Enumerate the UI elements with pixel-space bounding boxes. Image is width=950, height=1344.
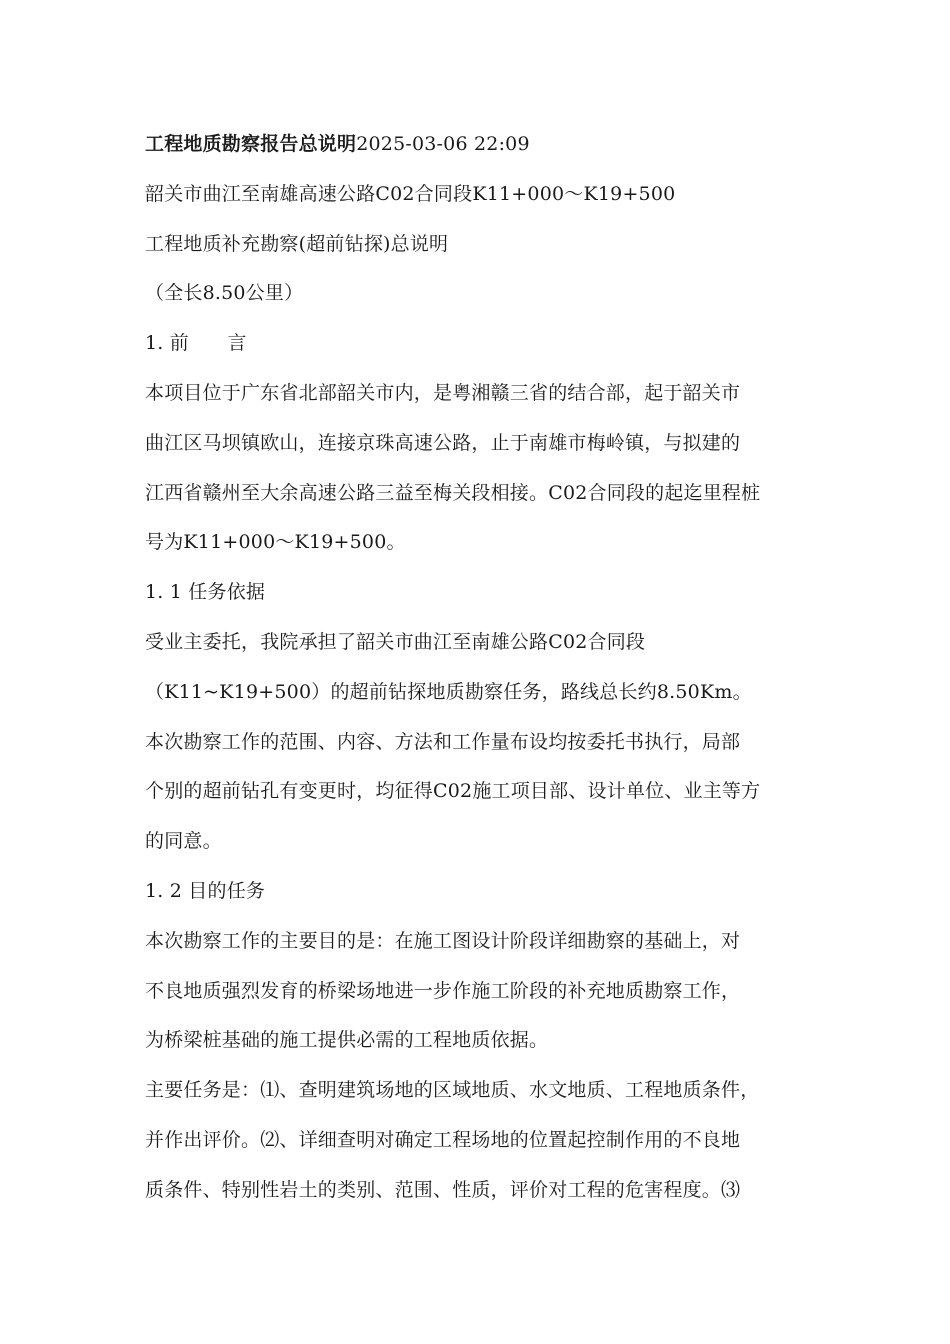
paragraph-line: 曲江区马坝镇欧山，连接京珠高速公路，止于南雄市梅岭镇，与拟建的 [145, 431, 741, 454]
subtitle-line: 工程地质补充勘察(超前钻探)总说明 [145, 232, 449, 255]
paragraph-line: 质条件、特别性岩土的类别、范围、性质，评价对工程的危害程度。⑶ [145, 1178, 741, 1201]
paragraph-line: 本项目位于广东省北部韶关市内，是粤湘赣三省的结合部，起于韶关市 [145, 381, 741, 404]
paragraph-line: 本次勘察工作的范围、内容、方法和工作量布设均按委托书执行，局部 [145, 730, 741, 753]
paragraph-line: 的同意。 [145, 830, 222, 853]
section-heading: 1. 1 任务依据 [145, 581, 266, 604]
paragraph-line: 本次勘察工作的主要目的是：在施工图设计阶段详细勘察的基础上，对 [145, 929, 741, 952]
paragraph-line: 并作出评价。⑵、详细查明对确定工程场地的位置起控制作用的不良地 [145, 1128, 741, 1151]
paragraph-line: 个别的超前钻孔有变更时，均征得C02施工项目部、设计单位、业主等方 [145, 780, 761, 803]
subtitle-line: 韶关市曲江至南雄高速公路C02合同段K11+000～K19+500 [145, 182, 676, 205]
paragraph-line: 号为K11+000～K19+500。 [145, 531, 406, 554]
paragraph-line: （K11~K19+500）的超前钻探地质勘察任务，路线总长约8.50Km。 [145, 680, 752, 703]
length-note: （全长8.50公里） [145, 282, 304, 305]
heading-line [145, 120, 815, 170]
paragraph-line: 江西省赣州至大余高速公路三益至梅关段相接。C02合同段的起迄里程桩 [145, 481, 761, 504]
paragraph-line: 为桥梁桩基础的施工提供必需的工程地质依据。 [145, 1029, 549, 1052]
section-heading: 1. 前 言 [145, 332, 247, 355]
document-body [145, 120, 815, 1216]
paragraph-line: 不良地质强烈发育的桥梁场地进一步作施工阶段的补充地质勘察工作， [145, 979, 741, 1002]
document-datetime: 2025-03-06 22:09 [356, 133, 530, 155]
document-title: 工程地质勘察报告总说明 [145, 133, 357, 155]
paragraph-line: 受业主委托，我院承担了韶关市曲江至南雄公路C02合同段 [145, 630, 646, 653]
section-heading: 1. 2 目的任务 [145, 879, 266, 902]
paragraph-line: 主要任务是：⑴、查明建筑场地的区域地质、水文地质、工程地质条件， [145, 1079, 760, 1102]
